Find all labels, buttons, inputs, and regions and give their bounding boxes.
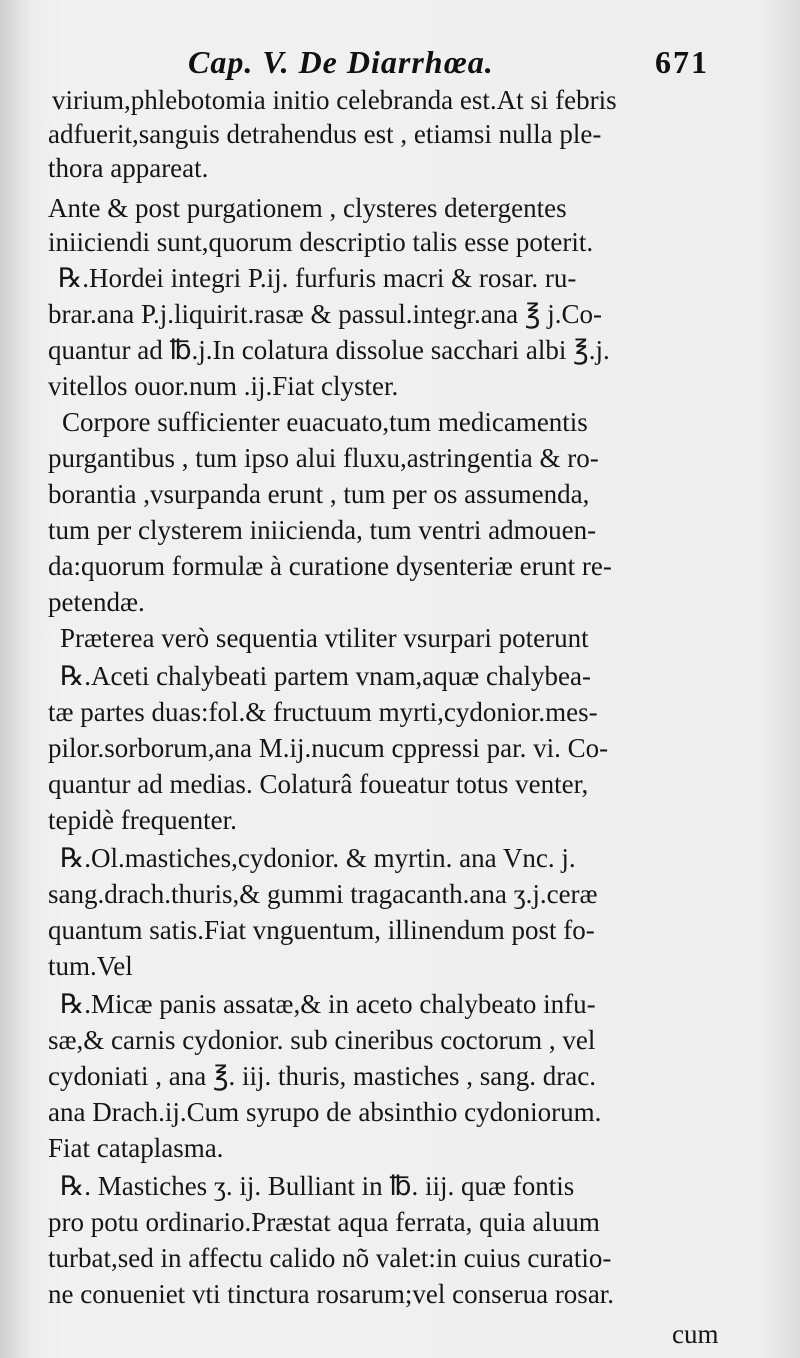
text-line: Præterea verò sequentia vtiliter vsurpari poterunt [60,623,589,653]
text-line: tum per clysterem iniicienda, tum ventri admouen- [48,515,597,545]
text-line: adfuerit,sanguis detrahendus est , etiamsi nulla ple- [48,119,602,149]
text-line: quantur ad ℔.j.In colatura dissolue sacchari albi ℥.j. [48,335,610,365]
text-line: turbat,sed in affectu calido nõ valet:in cuius curatio- [48,1243,612,1273]
page-header [0,44,800,88]
text-line: da:quorum formulæ à curatione dysenteriæ erunt re- [48,551,612,581]
text-line: Fiat cataplasma. [48,1133,224,1163]
text-line: borantia ,vsurpanda erunt , tum per os assumenda, [48,479,590,509]
text-line: ℞.Ol.mastiches,cydonior. & myrtin. ana Vnc. j. [60,843,576,873]
text-line: ne conueniet vti tinctura rosarum;vel conserua rosar. [48,1279,615,1309]
text-line: pro potu ordinario.Præstat aqua ferrata, quia aluum [48,1207,600,1237]
text-line: tepidè frequenter. [48,805,237,835]
text-line: sæ,& carnis cydonior. sub cineribus coctorum , vel [48,1025,596,1055]
text-line: tæ partes duas:fol.& fructuum myrti,cydonior.mes- [48,697,598,727]
text-line: virium,phlebotomia initio celebranda est.At si febris [52,85,617,115]
running-title: Cap. V. De Diarrhœa. [188,44,494,80]
text-line: iniiciendi sunt,quorum descriptio talis esse poterit. [48,227,594,257]
text-line: petendæ. [48,587,145,617]
catchword: cum [672,1319,719,1349]
page-number: 671 [655,44,709,80]
text-line: brar.ana P.j.liquirit.rasæ & passul.integr.ana ℥ j.Co- [48,299,603,329]
text-line: vitellos ouor.num .ij.Fiat clyster. [48,371,399,401]
text-line: quantur ad medias. Colaturâ foueatur totus venter, [48,769,589,799]
text-line: cydoniati , ana ℥. iij. thuris, mastiches , sang. drac. [48,1061,596,1091]
text-line: purgantibus , tum ipso alui fluxu,astringentia & ro- [48,443,599,473]
text-line: Corpore sufficienter euacuato,tum medicamentis [62,407,588,437]
text-line: thora appareat. [48,153,209,183]
text-line: ana Drach.ij.Cum syrupo de absinthio cydoniorum. [48,1097,602,1127]
text-line: ℞. Mastiches ʒ. ij. Bulliant in ℔. iij. quæ fontis [60,1171,575,1201]
text-line: pilor.sorborum,ana M.ij.nucum cppressi par. vi. Co- [48,733,609,763]
text-line: Ante & post purgationem , clysteres detergentes [48,193,567,223]
text-line: ℞.Aceti chalybeati partem vnam,aquæ chalybea- [60,661,591,691]
text-line: tum.Vel [48,951,133,981]
text-line: quantum satis.Fiat vnguentum, illinendum post fo- [48,915,595,945]
text-line: ℞.Micæ panis assatæ,& in aceto chalybeato infu- [60,989,596,1019]
text-line: ℞.Hordei integri P.ij. furfuris macri & rosar. ru- [58,263,577,293]
text-line: sang.drach.thuris,& gummi tragacanth.ana ʒ.j.ceræ [48,879,598,909]
